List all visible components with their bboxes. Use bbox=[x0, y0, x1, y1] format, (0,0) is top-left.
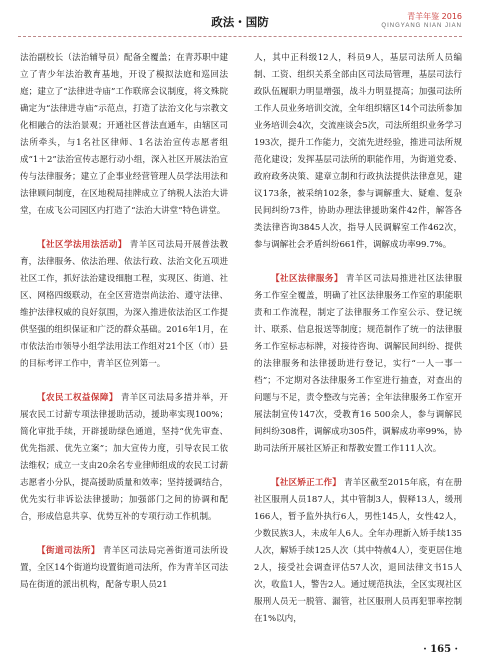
paragraph-law-education: 法治副校长（法治辅导员）配备全覆盖；在青苏职中建立了青少年法治教育基地，开设了模拟法庭和巡回法庭；建立了“法律进寺庙”工作联席会议制度，将文殊院确定为“法律进寺庙”示范点，打造了法治文化与宗教文化相融合的法治景观；开通社区普法直通车，由辖区司法所牵头，与1名社区律师、1名法治宣传志愿者组成“1＋2”法治宣传志愿行动小组，深入社区开展法治宣传与法律服务；建立了企事业经营管理人员学法用法和法律顾问制度，在区地税局挂牌成立了纳税人法治大讲堂，在成飞公司园区内打造了“法治大讲堂”特色讲堂。 bbox=[20, 53, 228, 216]
paragraph-community-correction bbox=[254, 475, 462, 628]
page-number: · 165 · bbox=[423, 644, 458, 655]
section-title: 政法・国防 bbox=[211, 15, 269, 29]
paragraph-body: 青羊区司法局多措并举，开展农民工讨薪专项法律援助活动，援助率实现100%；简化审批手续，开辟援助绿色通道，坚持“优先审查、优先指派、优先立案”；加大宣传力度，引导农民工依法维权；成立一支由20余名专业律师组成的农民工讨薪志愿者小分队，提高援助质量和效率；坚持援调结合，优先实行非诉讼法律援助；加强部门之间的协调和配合，形成信息共享、优势互补的专项行动工作机制。 bbox=[20, 393, 229, 522]
yearbook-mark bbox=[381, 12, 462, 31]
paragraph-judicial-staff: 人，其中正科级12人，科员9人，基层司法所人员编制、工资、组织关系全部由区司法局管理，基层司法行政队伍履职力明显增强，战斗力明显提高；加强司法所工作人员业务培训交流，全年组织辖区14个司法所参加业务培训会4次，交流座谈会5次，司法所组织业务学习193次，提升工作能力，交流先进经验，推进司法所规范化建设；发挥基层司法所的职能作用，为街道党委、政府政务决策、建章立制和行政执法提供法律意见，建议173条，被采纳102条，参与调解重大、疑难、复杂民间纠纷73件，协助办理法律援助案件42件，解答各类法律咨询3845人次，指导人民调解室工作462次，参与调解社会矛盾纠纷661件，调解成功率99.7%。 bbox=[254, 53, 462, 250]
yearbook-title: 青羊年鉴 2016 bbox=[407, 12, 462, 21]
yearbook-subtitle: QINGYANG NIAN JIAN bbox=[381, 23, 462, 29]
paragraph-body: 青羊区司法局开展普法教育，法律服务、依法治理、依法行政、法治文化五项进社区工作，抓好法治建设细胞工程，实现区、街道、社区、网格四级联动，在全区营造崇尚法治、遵守法律、维护法律权威的良好氛围，为深入推进依法治区工作提供坚强的组织保证和广泛的群众基础。2016年1月，在市依法治市领导小组学法用法工作组对21个区（市）县的目标考评工作中，青羊区位列第一。 bbox=[20, 240, 229, 369]
paragraph-street-judicial bbox=[20, 543, 228, 594]
section-tag-community-law: 【社区学法用法活动】 bbox=[37, 240, 127, 250]
section-tag-migrant-workers: 【农民工权益保障】 bbox=[37, 393, 118, 403]
right-column bbox=[254, 50, 462, 628]
section-tag-community-correction: 【社区矫正工作】 bbox=[271, 478, 342, 488]
paragraph-community-law bbox=[20, 237, 228, 373]
left-column bbox=[20, 50, 228, 594]
paragraph-migrant-workers bbox=[20, 390, 228, 526]
paragraph-body: 青羊区司法局推进社区法律服务工作室全覆盖，明确了社区法律服务工作室的职能职责和工作流程，制定了法律服务工作室公示、登记统计、联系、信息报送等制度；规范制作了统一的法律服务工作室标志标牌，对接待咨询、调解民间纠纷、提供的法律服务和法律援助进行登记，实行“一人一事一档”；不定期对各法律服务工作室进行抽查，对查出的问题与不足，责令整改与完善；全年法律服务工作室开展法制宣传147次，受教育16 500余人，参与调解民间纠纷308件，调解成功305件，调解成功率99%，协助司法所开展社区矫正和帮教安置工作111人次。 bbox=[254, 274, 463, 454]
paragraph-body: 青羊区司法局完善街道司法所设置，全区14个街道均设置街道司法所，作为青羊区司法局在街道的派出机构，配备专职人员21 bbox=[20, 546, 229, 590]
header-divider bbox=[18, 36, 462, 37]
page-header bbox=[18, 8, 462, 44]
section-tag-street-judicial: 【街道司法所】 bbox=[37, 546, 100, 556]
paragraph-body: 青羊区截至2015年底，有在册社区服刑人员187人，其中管制3人，假释13人，缓刑166人，暂予监外执行6人，男性145人，女性42人，少数民族3人，未成年人6人。全年办理新入矫手续135人次，解矫手续125人次（其中特赦4人），变更居住地2人，接受社会调查评估57人次，退回法律文书15人次，收监1人，警告2人。通过规范执法，全区实现社区服刑人员无一脱管、漏管，社区服刑人员再犯罪率控制在1%以内， bbox=[254, 478, 462, 624]
section-tag-legal-services: 【社区法律服务】 bbox=[271, 274, 343, 284]
paragraph-legal-services bbox=[254, 271, 462, 458]
